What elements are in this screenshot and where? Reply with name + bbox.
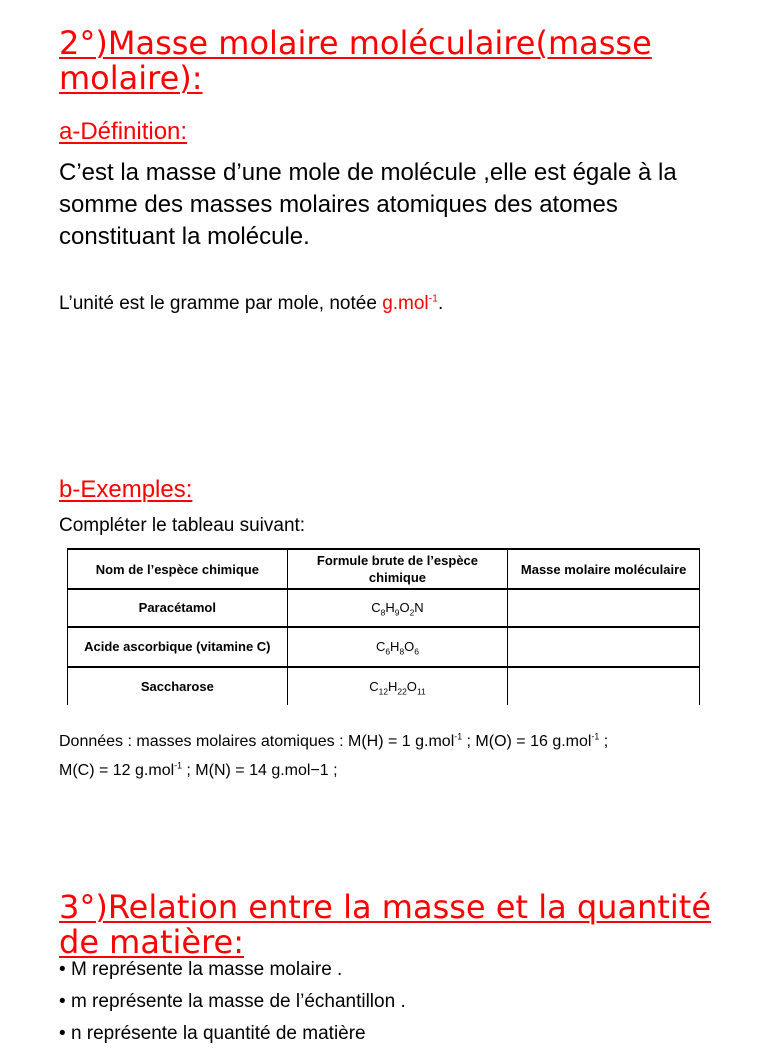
formula-subscript: 8 [399, 646, 405, 657]
examples-heading-text: b-Exemples: [59, 476, 193, 503]
unit-prefix: L’unité est le gramme par mole, notée [59, 293, 383, 314]
formula-element: C [371, 600, 381, 615]
unit-symbol [382, 293, 438, 314]
formula-element: O [406, 678, 417, 694]
section2-title-text: 2°)Masse molaire moléculaire(masse molaire): [59, 24, 652, 97]
list-item-text: m représente la masse de l’échantillon . [70, 991, 406, 1012]
list-item [59, 986, 406, 1018]
list-item [59, 1018, 406, 1050]
bullet-icon: • [59, 1023, 71, 1044]
definition-text: C’est la masse d’une mole de molécule ,elle est égale à la somme des masses molaires atomiques des atomes constituant la molécule. [59, 159, 677, 250]
cell-species-name: Paracétamol [68, 589, 288, 627]
note-l1-a: Données : masses molaires atomiques : M(H) = 1 g.mol [59, 733, 455, 750]
note-l1-b: ; M(O) = 16 g.mol [462, 733, 592, 750]
section2-title [59, 26, 749, 96]
note-l2-a: M(C) = 12 g.mol [59, 762, 175, 779]
note-exp-2: -1 [591, 731, 600, 742]
list-item [59, 954, 406, 986]
formula-element: H [388, 678, 398, 694]
formula-subscript: 12 [378, 686, 389, 697]
cell-formula [287, 627, 508, 667]
formula-subscript: 6 [385, 646, 391, 657]
table-row [68, 667, 700, 705]
table-instruction: Compléter le tableau suivant: [59, 515, 306, 536]
cell-species-name: Saccharose [68, 667, 288, 705]
definitions-list [59, 954, 406, 1050]
cell-molar-mass[interactable] [508, 589, 700, 627]
header-molar-mass: Masse molaire moléculaire [508, 549, 700, 589]
formula-element: H [385, 600, 395, 615]
atomic-masses-line-1 [59, 727, 719, 756]
formula-element: N [414, 600, 424, 615]
bullet-icon: • [59, 991, 71, 1012]
note-exp-3: -1 [174, 760, 182, 771]
definition-heading-text: a-Définition: [59, 118, 188, 145]
bullet-icon: • [59, 959, 71, 980]
table-row [68, 589, 700, 627]
section3-title [59, 890, 749, 960]
formula-element: C [369, 678, 379, 694]
formula-subscript: 6 [414, 646, 419, 657]
list-item-text: M représente la masse molaire . [70, 959, 343, 980]
formula-element: C [375, 639, 386, 654]
table-header-row [68, 549, 700, 589]
note-l2-b: ; M(N) = 14 g.mol−1 ; [181, 762, 338, 779]
unit-suffix: . [437, 293, 444, 314]
cell-formula [287, 667, 508, 705]
formula-element: H [390, 639, 400, 654]
note-l1-c: ; [599, 733, 609, 750]
list-item-text: n représente la quantité de matière [70, 1023, 366, 1044]
header-formula: Formule brute de l’espèce chimique [287, 549, 508, 589]
formula-element: O [399, 600, 410, 615]
table-row [68, 627, 700, 667]
formula-element: O [404, 639, 415, 654]
cell-molar-mass[interactable] [508, 627, 700, 667]
note-exp-1: -1 [454, 731, 463, 742]
section3-title-text: 3°)Relation entre la masse et la quantité de matière: [59, 888, 712, 961]
cell-species-name: Acide ascorbique (vitamine C) [68, 627, 288, 667]
header-species-name: Nom de l’espèce chimique [68, 549, 288, 589]
unit-symbol-base: g.mol [382, 293, 429, 314]
atomic-masses-line-2 [59, 756, 719, 785]
unit-symbol-exp: -1 [428, 293, 438, 305]
formula-subscript: 11 [416, 686, 426, 697]
unit-line [59, 292, 443, 316]
formula-subscript: 9 [394, 607, 400, 618]
examples-heading [59, 476, 192, 504]
atomic-masses-note [59, 727, 719, 785]
cell-molar-mass[interactable] [508, 667, 700, 705]
formula-subscript: 22 [397, 686, 407, 697]
formula-subscript: 8 [380, 607, 386, 618]
formula-subscript: 2 [409, 607, 415, 618]
definition-heading [59, 118, 187, 146]
cell-formula [287, 589, 508, 627]
molar-mass-table [67, 548, 700, 705]
